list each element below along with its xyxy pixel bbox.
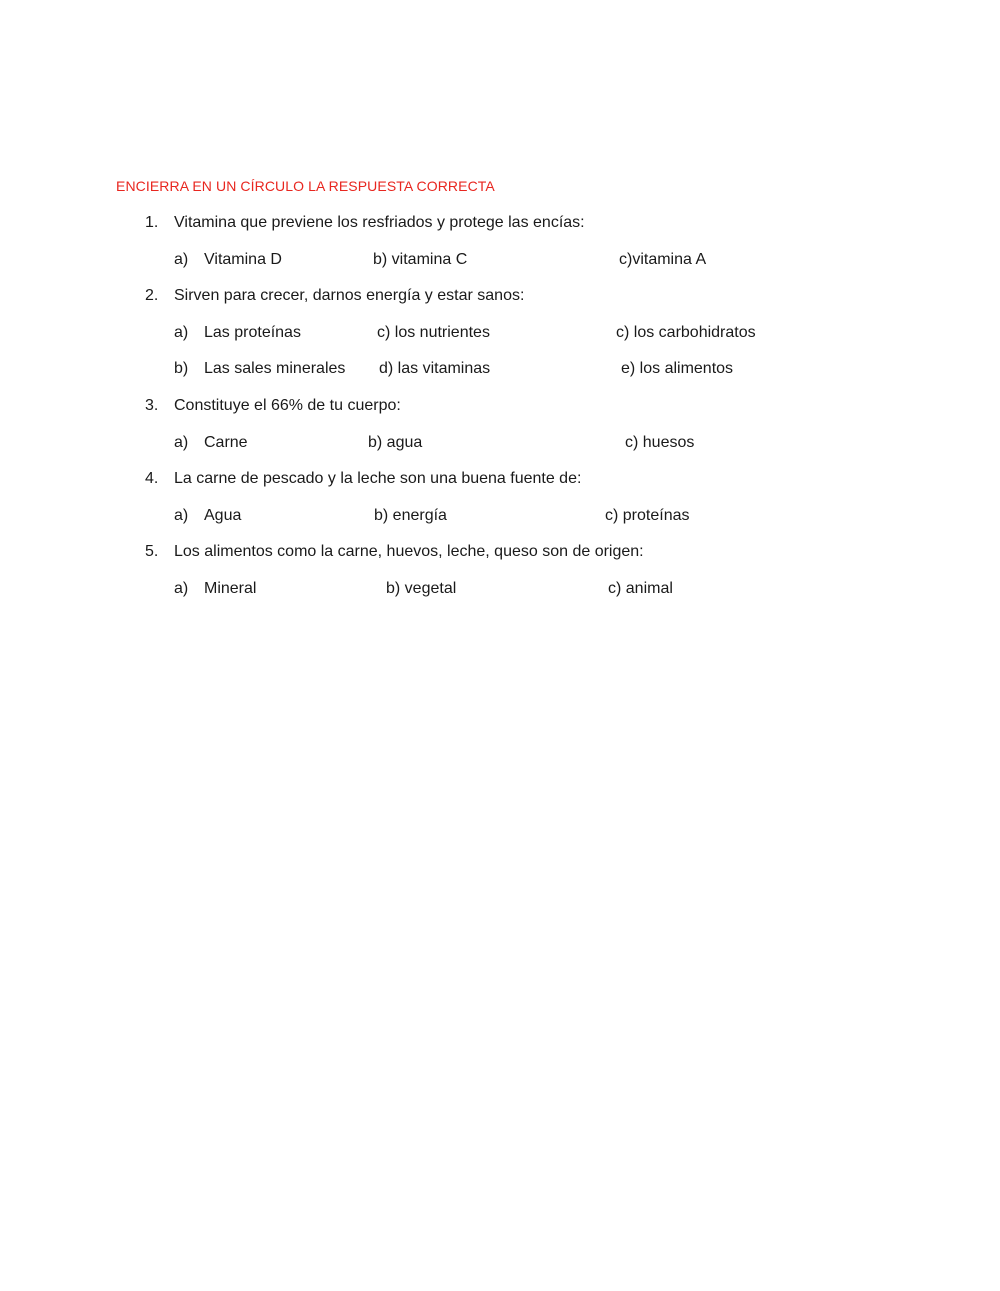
option[interactable]: b) vitamina C [373,251,468,268]
question-text: La carne de pescado y la leche son una buena fuente de: [174,470,582,487]
option[interactable]: Las sales minerales [204,360,346,377]
option-row-letter: a) [174,434,189,451]
option[interactable]: Agua [204,507,242,524]
option[interactable]: c) los carbohidratos [616,324,756,341]
option[interactable]: e) los alimentos [621,360,734,377]
option[interactable]: Mineral [204,580,257,597]
question-number: 4. [145,470,159,487]
option-row-letter: a) [174,580,189,597]
option[interactable]: d) las vitaminas [379,360,491,377]
option[interactable]: c) proteínas [605,507,690,524]
question-text: Los alimentos como la carne, huevos, leche, queso son de origen: [174,543,644,560]
instruction-heading: ENCIERRA EN UN CÍRCULO LA RESPUESTA CORRECTA [116,178,495,194]
question-number: 5. [145,543,159,560]
question-text: Vitamina que previene los resfriados y protege las encías: [174,214,585,231]
option[interactable]: Vitamina D [204,251,282,268]
option-row-letter: a) [174,507,189,524]
option[interactable]: c) animal [608,580,673,597]
question-number: 2. [145,287,159,304]
option[interactable]: c) los nutrientes [377,324,490,341]
option-row-letter: a) [174,251,189,268]
option[interactable]: c) huesos [625,434,695,451]
option[interactable]: b) agua [368,434,423,451]
option-row-letter: b) [174,360,189,377]
option[interactable]: Carne [204,434,248,451]
option[interactable]: Las proteínas [204,324,301,341]
option[interactable]: b) energía [374,507,447,524]
option[interactable]: c)vitamina A [619,251,707,268]
question-text: Constituye el 66% de tu cuerpo: [174,397,401,414]
question-text: Sirven para crecer, darnos energía y estar sanos: [174,287,525,304]
option-row-letter: a) [174,324,189,341]
option[interactable]: b) vegetal [386,580,457,597]
question-number: 3. [145,397,159,414]
question-number: 1. [145,214,159,231]
